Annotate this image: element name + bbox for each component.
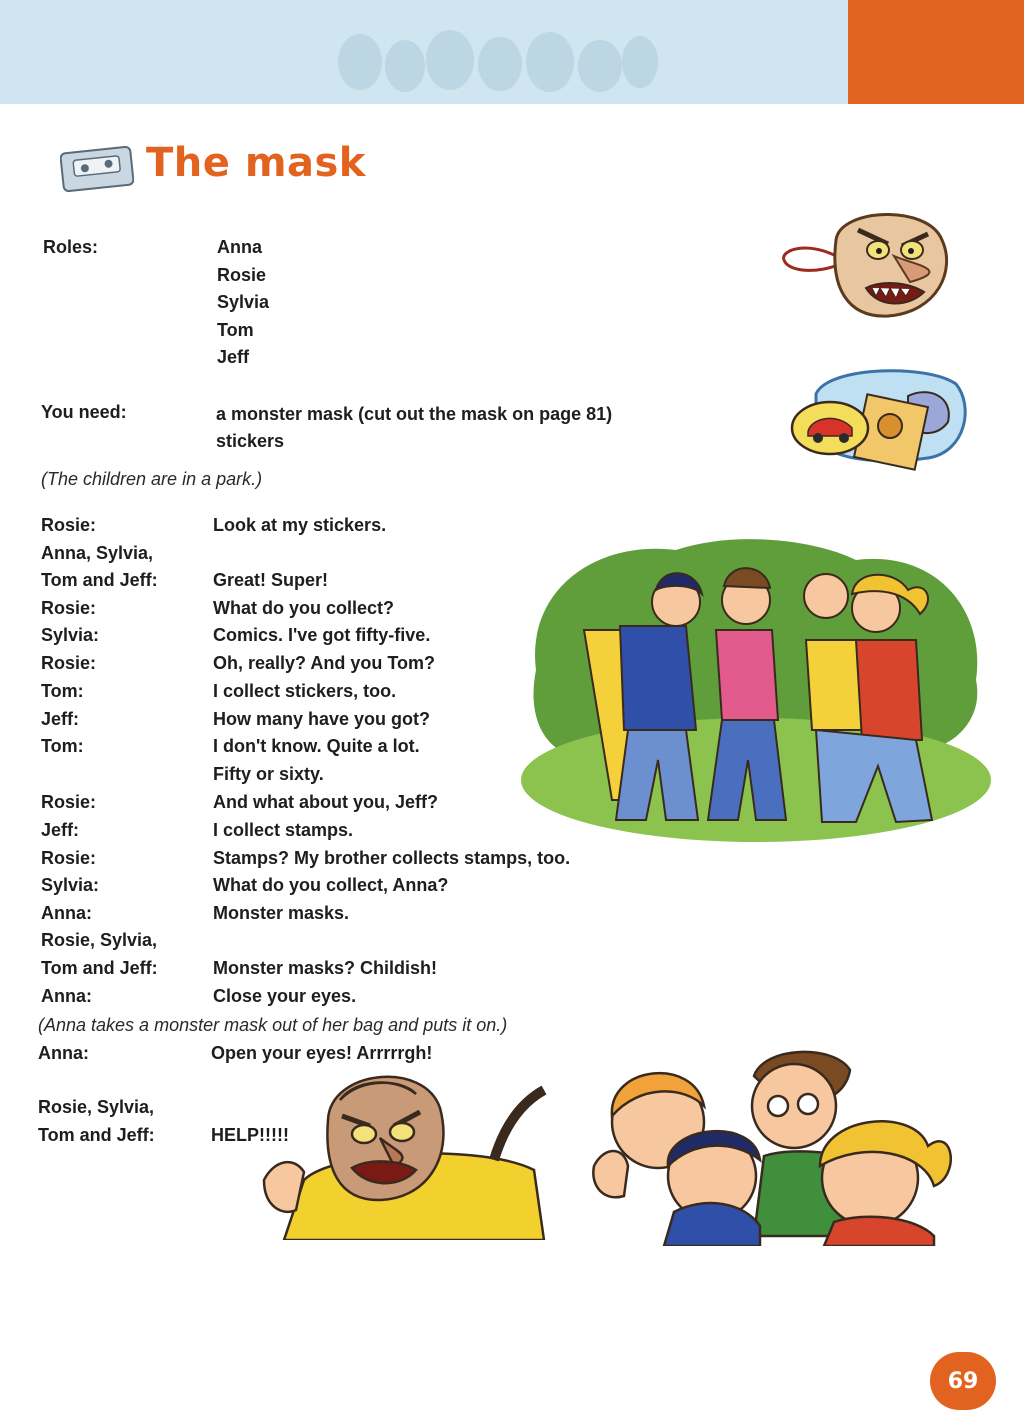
speaker-label: Anna: bbox=[41, 986, 92, 1006]
you-need-label: You need: bbox=[41, 402, 127, 422]
top-corner-accent bbox=[848, 0, 1024, 104]
speaker-label: Rosie: bbox=[41, 653, 97, 673]
dialogue-line: Look at my stickers. bbox=[213, 515, 387, 535]
dialogue-line: Close your eyes. bbox=[213, 986, 357, 1006]
speaker-label: Sylvia: bbox=[41, 625, 100, 645]
you-need-item: stickers bbox=[216, 431, 285, 451]
dialogue-line: I collect stickers, too. bbox=[213, 681, 397, 701]
role-item: Anna bbox=[217, 237, 262, 257]
stage-direction: (Anna takes a monster mask out of her bag and puts it on.) bbox=[38, 1015, 508, 1035]
speaker-label: Rosie: bbox=[41, 848, 97, 868]
scared-children-illustration bbox=[584, 1036, 960, 1246]
dialogue-line: Fifty or sixty. bbox=[213, 764, 324, 784]
speaker-label: Rosie: bbox=[41, 598, 97, 618]
speaker-label: Tom and Jeff: bbox=[38, 1125, 155, 1145]
speaker-label: Rosie: bbox=[41, 515, 97, 535]
speaker-label: Jeff: bbox=[41, 820, 80, 840]
role-item: Jeff bbox=[217, 347, 250, 367]
speaker-label: Rosie: bbox=[41, 792, 97, 812]
speaker-label: Jeff: bbox=[41, 709, 80, 729]
dialogue-line: What do you collect? bbox=[213, 598, 395, 618]
you-need-item: a monster mask (cut out the mask on page 81) bbox=[216, 404, 613, 424]
dialogue-line: Open your eyes! Arrrrrgh! bbox=[211, 1043, 433, 1063]
dialogue-line: Comics. I've got fifty-five. bbox=[213, 625, 431, 645]
dialogue-line: I don't know. Quite a lot. bbox=[213, 736, 420, 756]
setting-direction: (The children are in a park.) bbox=[41, 469, 263, 489]
speaker-label: Tom and Jeff: bbox=[41, 570, 158, 590]
role-item: Tom bbox=[217, 320, 254, 340]
anna-in-monster-mask-illustration bbox=[244, 1060, 574, 1240]
dialogue-line: Monster masks? Childish! bbox=[213, 958, 438, 978]
dialogue-line: Great! Super! bbox=[213, 570, 329, 590]
banner-silhouettes-illustration bbox=[330, 22, 660, 98]
speaker-label: Anna: bbox=[38, 1043, 89, 1063]
dialogue-line: How many have you got? bbox=[213, 709, 431, 729]
roles-label: Roles: bbox=[43, 237, 99, 257]
dialogue-line: Monster masks. bbox=[213, 903, 350, 923]
children-in-park-illustration bbox=[516, 530, 996, 850]
role-item: Rosie bbox=[217, 265, 267, 285]
speaker-label: Tom: bbox=[41, 736, 84, 756]
speaker-label: Tom: bbox=[41, 681, 84, 701]
speaker-label: Anna: bbox=[41, 903, 92, 923]
dialogue-line: And what about you, Jeff? bbox=[213, 792, 438, 812]
speaker-label: Tom and Jeff: bbox=[41, 958, 158, 978]
dialogue-line: Stamps? My brother collects stamps, too. bbox=[213, 848, 571, 868]
dialogue-line: Oh, really? And you Tom? bbox=[213, 653, 436, 673]
dialogue-line: HELP!!!!! bbox=[211, 1125, 289, 1145]
speaker-label: Anna, Sylvia, bbox=[41, 543, 154, 563]
dialogue-line: What do you collect, Anna? bbox=[213, 875, 449, 895]
stickers-illustration bbox=[788, 366, 972, 472]
speaker-label: Sylvia: bbox=[41, 875, 100, 895]
page-number: 69 bbox=[930, 1352, 996, 1410]
page-title: The mask bbox=[146, 140, 366, 186]
speaker-label: Rosie, Sylvia, bbox=[41, 930, 158, 950]
speaker-label: Rosie, Sylvia, bbox=[38, 1097, 155, 1117]
dialogue-line: I collect stamps. bbox=[213, 820, 354, 840]
cassette-icon bbox=[60, 146, 134, 192]
top-banner bbox=[0, 0, 848, 104]
role-item: Sylvia bbox=[217, 292, 270, 312]
monster-mask-illustration bbox=[778, 200, 962, 322]
